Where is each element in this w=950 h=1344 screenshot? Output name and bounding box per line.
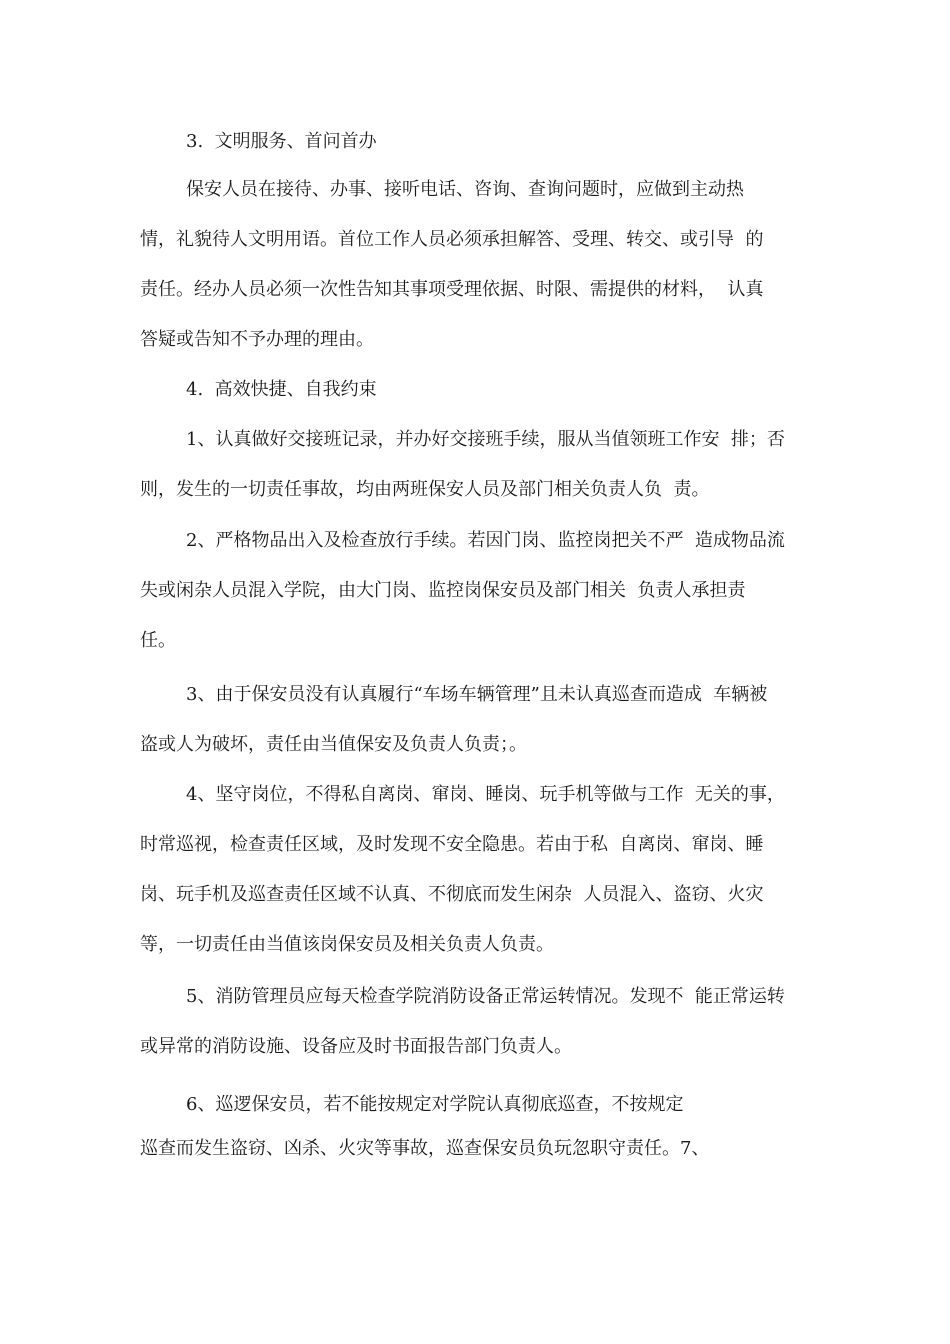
- list-item-2: 2、严格物品出入及检查放行手续。若因门岗、监控岗把关不严 造成物品流: [186, 530, 785, 551]
- section-heading-3: 3. 文明服务、首问首办: [186, 131, 377, 152]
- list-item-5: 5、消防管理员应每天检查学院消防设备正常运转情况。发现不 能正常运转: [186, 986, 785, 1007]
- section-heading-4: 4. 高效快捷、自我约束: [186, 379, 377, 400]
- list-item-3: 3、由于保安员没有认真履行“车场车辆管理”且未认真巡查而造成 车辆被: [186, 684, 768, 705]
- paragraph-line: 情，礼貌待人文明用语。首位工作人员必须承担解答、受理、转交、或引导 的: [140, 229, 764, 250]
- paragraph-line: 巡查而发生盗窃、凶杀、火灾等事故，巡查保安员负玩忽职守责任。7、: [140, 1138, 710, 1159]
- paragraph-line: 盗或人为破坏，责任由当值保安及负责人负责；。: [140, 734, 527, 755]
- list-item-6: 6、巡逻保安员，若不能按规定对学院认真彻底巡查，不按规定: [186, 1094, 684, 1115]
- paragraph-line: 任。: [140, 630, 176, 651]
- paragraph-line: 岗、玩手机及巡查责任区域不认真、不彻底而发生闲杂 人员混入、盗窃、火灾: [140, 884, 764, 905]
- paragraph-line: 保安人员在接待、办事、接听电话、咨询、查询问题时，应做到主动热: [186, 179, 744, 200]
- paragraph-line: 或异常的消防设施、设备应及时书面报告部门负责人。: [140, 1036, 572, 1057]
- paragraph-line: 答疑或告知不予办理的理由。: [140, 329, 374, 350]
- paragraph-line: 失或闲杂人员混入学院，由大门岗、监控岗保安员及部门相关 负责人承担责: [140, 580, 746, 601]
- paragraph-line: 则，发生的一切责任事故，均由两班保安人员及部门相关负责人负 责。: [140, 479, 710, 500]
- paragraph-line: 责任。经办人员必须一次性告知其事项受理依据、时限、需提供的材料， 认真: [140, 279, 764, 300]
- paragraph-line: 等，一切责任由当值该岗保安员及相关负责人负责。: [140, 934, 554, 955]
- list-item-1: 1、认真做好交接班记录，并办好交接班手续，服从当值领班工作安 排；否: [186, 429, 785, 450]
- list-item-4: 4、坚守岗位，不得私自离岗、窜岗、睡岗、玩手机等做与工作 无关的事，: [186, 784, 785, 805]
- paragraph-line: 时常巡视，检查责任区域，及时发现不安全隐患。若由于私 自离岗、窜岗、睡: [140, 834, 764, 855]
